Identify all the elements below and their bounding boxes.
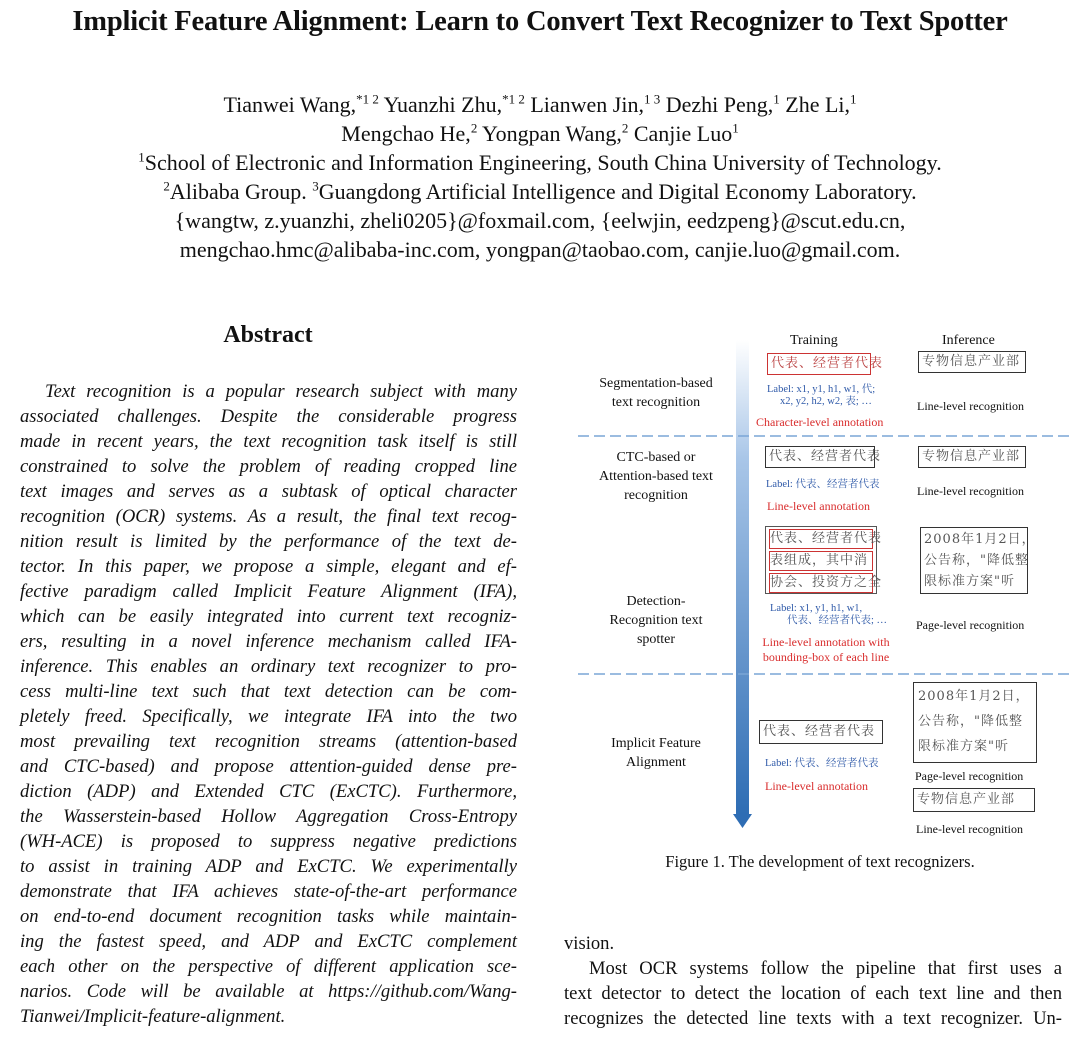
row4-infer-caption: Page-level recognition — [915, 769, 1024, 783]
row4-train-image: 代表、经营者代表 — [759, 720, 883, 744]
abstract-line: constrained to solve the problem of reading cropped line — [20, 456, 517, 477]
abstract-line: inference. This enables an ordinary text recognizer to pro- — [20, 656, 517, 677]
affiliation-2-3: $^2$Alibaba Group. $^3$Guangdong Artificial Intelligence and Digital Economy Laboratory. — [163, 178, 917, 204]
body-line: vision. — [564, 933, 615, 954]
row1-infer-image: 专物信息产业部 — [918, 351, 1026, 373]
row2-train-image: 代表、经营者代表 — [765, 446, 875, 468]
row2-infer-image: 专物信息产业部 — [918, 446, 1026, 468]
abstract-heading: Abstract — [223, 322, 313, 348]
abstract-line: (WH-ACE) is proposed to suppress negative predictions — [20, 831, 517, 852]
abstract-line: most prevailing text recognition streams (attention-based — [20, 731, 517, 752]
abstract-line: Text recognition is a popular research subject with many — [45, 381, 517, 402]
row3-name: Detection- Recognition text spotter — [609, 594, 703, 647]
row1-name: Segmentation-based text recognition — [599, 376, 713, 410]
row2-annotation: Line-level annotation — [767, 499, 870, 513]
abstract-line: to assist in training ADP and ExCTC. We experimentally — [20, 856, 517, 877]
row2-name: CTC-based or Attention-based text recognition — [599, 450, 713, 503]
progress-arrow-head — [733, 814, 752, 828]
abstract-line: which can be easily integrated into current text recogniz- — [20, 606, 517, 627]
abstract-line: tector. In this paper, we propose a simple, elegant and ef- — [20, 556, 517, 577]
row2-label: Label: 代表、经营者代表 — [766, 479, 880, 490]
abstract-line: ers, resulting in a novel inference mechanism called IFA- — [20, 631, 517, 652]
abstract-line: text images and serves as a subtask of optical character — [20, 481, 517, 502]
abstract-line: recognition (OCR) systems. As a result, the final text recog- — [20, 506, 517, 527]
abstract-line: associated challenges. Despite the considerable progress — [20, 406, 517, 427]
abstract-line: pletely freed. Specifically, we integrate IFA into the two — [20, 706, 517, 727]
row4-infer-image-2: 专物信息产业部 — [913, 788, 1035, 812]
body-line: text detector to detect the location of each text line and then — [564, 983, 1062, 1004]
author-line-2: Mengchao He,$^2$ Yongpan Wang,$^2$ Canjie Luo$^1$ — [341, 120, 739, 146]
author-block — [0, 90, 1080, 264]
body-line: Most OCR systems follow the pipeline that first uses a — [589, 958, 1062, 979]
abstract-line: fective paradigm called Implicit Feature Alignment (IFA), — [20, 581, 517, 602]
emails-2: mengchao.hmc@alibaba-inc.com, yongpan@taobao.com, canjie.luo@gmail.com. — [179, 237, 901, 262]
abstract-line: made in recent years, the text recognition task itself is still — [20, 431, 517, 452]
abstract-line: on end-to-end document recognition tasks while maintain- — [20, 906, 517, 927]
row3-annotation: Line-level annotation with bounding-box of each line — [762, 635, 890, 664]
col-training: Training — [790, 333, 838, 348]
row4-infer-caption-2: Line-level recognition — [916, 822, 1023, 836]
figure-1 — [560, 328, 1080, 848]
abstract-line: and CTC-based) and propose attention-guided dense pre- — [20, 756, 517, 777]
affiliation-1: $^1$School of Electronic and Information Engineering, South China University of Technology. — [138, 149, 942, 175]
row3-label-2: 代表、经营者代表; … — [787, 615, 888, 626]
abstract-line: each other on the perspective of different application sce- — [20, 956, 517, 977]
progress-arrow-shaft — [736, 340, 749, 814]
row1-label-2: x2, y2, h2, w2, 表; … — [780, 396, 872, 407]
row2-infer-caption: Line-level recognition — [917, 484, 1024, 498]
row4-infer-image: 2008年1月2日， 公告称，"降低整 限标准方案"听 — [913, 682, 1037, 763]
row3-infer-image: 2008年1月2日， 公告称，"降低整 限标准方案"听 — [920, 527, 1028, 594]
abstract-line: the Wasserstein-based Hollow Aggregation Cross-Entropy — [20, 806, 517, 827]
abstract-line: Tianwei/Implicit-feature-alignment. — [20, 1006, 286, 1027]
body-line: recognizes the detected line texts with a text recognizer. Un- — [564, 1008, 1062, 1029]
abstract-line: demonstrate that IFA achieves state-of-the-art performance — [20, 881, 517, 902]
figure-caption: Figure 1. The development of text recognizers. — [665, 852, 975, 871]
row1-label-1: Label: x1, y1, h1, w1, 代; — [767, 384, 876, 395]
abstract-line: cess multi-line text such that text detection can be com- — [20, 681, 517, 702]
emails-1: {wangtw, z.yuanzhi, zheli0205}@foxmail.com, {eelwjin, eedzpeng}@scut.edu.cn, — [174, 208, 906, 233]
abstract-line: diction (ADP) and Extended CTC (ExCTC). Furthermore, — [20, 781, 517, 802]
abstract-line: narios. Code will be available at https://github.com/Wang- — [20, 981, 517, 1002]
row4-annotation: Line-level annotation — [765, 779, 868, 793]
body-text — [564, 931, 1062, 1031]
row1-infer-caption: Line-level recognition — [917, 399, 1024, 413]
abstract-body — [20, 379, 517, 1029]
abstract-line: ing the fastest speed, and ADP and ExCTC complement — [20, 931, 517, 952]
row3-infer-caption: Page-level recognition — [916, 618, 1025, 632]
row1-train-image: 代表、经营者代表 — [767, 353, 871, 375]
row4-name: Implicit Feature Alignment — [611, 736, 701, 770]
paper-title: Implicit Feature Alignment: Learn to Convert Text Recognizer to Text Spotter — [72, 6, 1008, 37]
row3-train-image: 代表、经营者代表 表组成，其中消 协会、投资方之全 — [765, 526, 877, 594]
row1-annotation: Character-level annotation — [756, 415, 884, 429]
author-line-1: Tianwei Wang,$^{*1 2}$ Yuanzhi Zhu,$^{*1 2}$ Lianwen Jin,$^{1 3}$ Dezhi Peng,$^1$ Zhe Li,$^1$ — [223, 91, 857, 117]
abstract-line: nition result is limited by the performance of the text de- — [20, 531, 517, 552]
row3-label-1: Label: x1, y1, h1, w1, — [770, 603, 863, 614]
col-inference: Inference — [942, 333, 995, 348]
row4-label: Label: 代表、经营者代表 — [765, 758, 879, 769]
